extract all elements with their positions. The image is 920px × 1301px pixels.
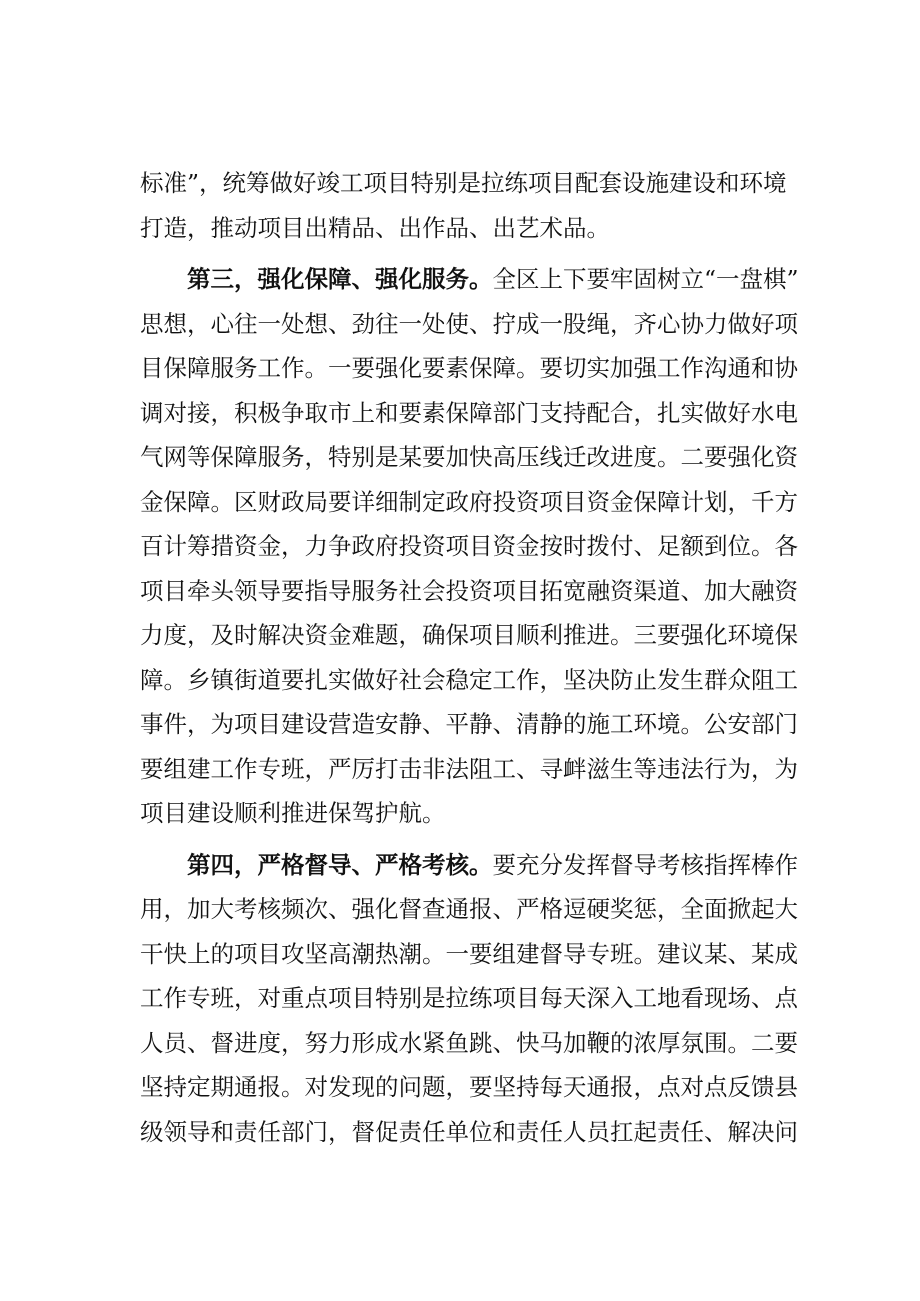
text-line: 干快上的项目攻坚高潮热潮。一要组建督导专班。建议某、某成 [140,939,798,968]
text-line: 坚持定期通报。对发现的问题，要坚持每天通报，点对点反馈县 [140,1073,798,1101]
text-line: 目保障服务工作。一要强化要素保障。要切实加强工作沟通和协 [140,354,798,382]
text-line: 用，加大考核频次、强化督查通报、严格逗硬奖惩，全面掀起大 [140,895,798,923]
text-line: 打造，推动项目出精品、出作品、出艺术品。 [140,213,610,242]
text-line: 力度，及时解决资金难题，确保项目顺利推进。三要强化环境保 [140,621,798,649]
text-line: 要组建工作专班，严厉打击非法阻工、寻衅滋生等违法行为，为 [140,754,798,783]
text-line: 标准”，统筹做好竣工项目特别是拉练项目配套设施建设和环境 [140,169,787,197]
paragraph-3 [140,843,798,1155]
text-run: 要充分发挥督导考核指挥棒作 [492,850,798,879]
paragraph-1 [140,161,787,250]
text-line: 项目牵头领导要指导服务社会投资项目拓宽融资渠道、加大融资 [140,576,798,605]
text-run: 全区上下要牢固树立“一盘棋” [492,265,799,293]
text-line: 事件，为项目建设营造安静、平静、清静的施工环境。公安部门 [140,710,798,738]
text-line: 气网等保障服务，特别是某要加快高压线迁改进度。二要强化资 [140,443,798,471]
text-line: 障。乡镇街道要扎实做好社会稳定工作，坚决防止发生群众阻工 [140,665,798,694]
text-line: 项目建设顺利推进保驾护航。 [140,799,446,827]
paragraph-first-line [140,843,798,888]
paragraph-first-line [140,257,799,302]
document-body [140,161,799,1154]
section-heading: 第四，严格督导、严格考核。 [187,850,493,879]
paragraph-2 [140,257,799,836]
text-line: 百计筹措资金，力争政府投资项目资金按时拨付、足额到位。各 [140,532,798,560]
text-line: 工作专班，对重点项目特别是拉练项目每天深入工地看现场、点 [140,984,798,1012]
text-line: 调对接，积极争取市上和要素保障部门支持配合，扎实做好水电 [140,398,798,427]
text-line: 人员、督进度，努力形成水紧鱼跳、快马加鞭的浓厚氛围。二要 [140,1028,798,1057]
text-line: 思想，心往一处想、劲往一处使、拧成一股绳，齐心协力做好项 [140,309,798,338]
section-heading: 第三，强化保障、强化服务。 [187,265,493,293]
text-line: 金保障。区财政局要详细制定政府投资项目资金保障计划，千方 [140,487,798,516]
text-line: 级领导和责任部门，督促责任单位和责任人员扛起责任、解决问 [140,1117,798,1146]
